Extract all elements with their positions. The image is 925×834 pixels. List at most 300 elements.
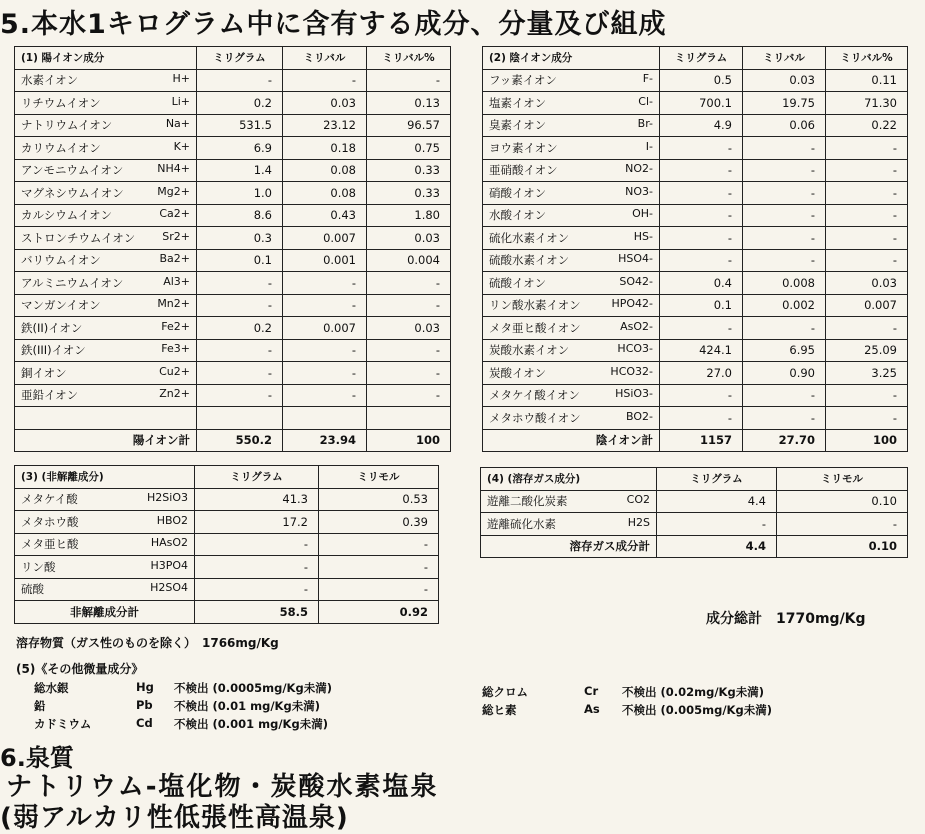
anion-name: 亜硝酸イオン bbox=[489, 163, 558, 178]
cation-mg: 0.3 bbox=[197, 227, 283, 250]
cation-pct: 0.13 bbox=[367, 92, 451, 115]
cation-pct: 96.57 bbox=[367, 114, 451, 137]
cation-pct: 0.75 bbox=[367, 137, 451, 160]
undissociated-total-label: 非解離成分計 bbox=[15, 601, 195, 624]
cation-pct: 0.33 bbox=[367, 159, 451, 182]
cation-mval: - bbox=[283, 294, 367, 317]
cation-mg: - bbox=[197, 272, 283, 295]
undissociated-name-cell bbox=[15, 511, 195, 534]
anion-header-label: (2) 陰イオン成分 bbox=[483, 47, 660, 70]
gas-header-mg: ミリグラム bbox=[657, 468, 777, 491]
cation-mg: - bbox=[197, 294, 283, 317]
cation-name-cell bbox=[15, 137, 197, 160]
anion-name: メタ亜ヒ酸イオン bbox=[489, 320, 581, 335]
anion-symbol: I- bbox=[645, 139, 653, 153]
anion-mg: 0.5 bbox=[660, 69, 743, 92]
gas-total-mg: 4.4 bbox=[657, 535, 777, 558]
undissociated-mg: - bbox=[195, 533, 319, 556]
anion-total-mval: 27.70 bbox=[743, 429, 826, 452]
cation-mg: 1.0 bbox=[197, 182, 283, 205]
gas-name-cell bbox=[481, 513, 657, 536]
anion-mg: - bbox=[660, 137, 743, 160]
trace-header: (5)《その他微量成分》 bbox=[16, 662, 144, 676]
cation-mval: - bbox=[283, 339, 367, 362]
anion-mval: - bbox=[743, 182, 826, 205]
anion-name-cell bbox=[483, 204, 660, 227]
cation-symbol: Fe3+ bbox=[161, 342, 190, 356]
anion-mval: 0.90 bbox=[743, 362, 826, 385]
quality-line-2: (弱アルカリ性低張性高温泉) bbox=[0, 803, 349, 833]
undissociated-total-mmol: 0.92 bbox=[319, 601, 439, 624]
undissociated-symbol: HBO2 bbox=[156, 513, 188, 527]
trace-left-value: 不検出 (0.0005mg/Kg未満) bbox=[174, 681, 332, 695]
anion-symbol: BO2- bbox=[626, 409, 653, 423]
undissociated-mmol: - bbox=[319, 533, 439, 556]
cation-name: カルシウムイオン bbox=[21, 208, 113, 223]
cation-mg: 531.5 bbox=[197, 114, 283, 137]
anion-name: 硫酸イオン bbox=[489, 275, 547, 290]
dissolved-substances: 溶存物質（ガス性のものを除く） 1766mg/Kg bbox=[16, 636, 279, 650]
cation-header-label: (1) 陽イオン成分 bbox=[15, 47, 197, 70]
anion-mg: - bbox=[660, 159, 743, 182]
cation-mg: - bbox=[197, 339, 283, 362]
cation-pct: 0.03 bbox=[367, 227, 451, 250]
undissociated-name-cell bbox=[15, 533, 195, 556]
gas-name: 遊離二酸化炭素 bbox=[487, 494, 568, 509]
anion-header-row bbox=[483, 47, 908, 70]
undissociated-name: 硫酸 bbox=[21, 582, 44, 597]
anion-name: 炭酸水素イオン bbox=[489, 343, 570, 358]
anion-name-cell bbox=[483, 159, 660, 182]
anion-total-mg: 1157 bbox=[660, 429, 743, 452]
cation-symbol: Li+ bbox=[171, 94, 190, 108]
cation-row bbox=[15, 407, 451, 430]
cation-mval: 0.007 bbox=[283, 227, 367, 250]
cation-name-cell bbox=[15, 272, 197, 295]
anion-name-cell bbox=[483, 249, 660, 272]
anion-total-row bbox=[483, 429, 908, 452]
anion-name-cell bbox=[483, 227, 660, 250]
undissociated-name-cell bbox=[15, 578, 195, 601]
anion-symbol: HCO3- bbox=[617, 342, 653, 356]
cation-mg: 8.6 bbox=[197, 204, 283, 227]
cation-row bbox=[15, 159, 451, 182]
cation-row bbox=[15, 69, 451, 92]
cation-row bbox=[15, 92, 451, 115]
anion-symbol: NO3- bbox=[625, 184, 653, 198]
cation-mval: 0.43 bbox=[283, 204, 367, 227]
cation-row bbox=[15, 137, 451, 160]
anion-symbol: HCO32- bbox=[610, 364, 653, 378]
anion-symbol: SO42- bbox=[619, 274, 653, 288]
cation-symbol: NH4+ bbox=[157, 162, 190, 176]
cation-mg: 0.2 bbox=[197, 317, 283, 340]
undissociated-header-label: (3) (非解離成分) bbox=[15, 466, 195, 489]
cation-row bbox=[15, 317, 451, 340]
cation-name-cell bbox=[15, 182, 197, 205]
gas-total-mmol: 0.10 bbox=[777, 535, 908, 558]
trace-left-name: 鉛 bbox=[34, 699, 46, 713]
anion-table bbox=[482, 46, 908, 452]
anion-symbol: HPO42- bbox=[611, 297, 653, 311]
anion-name: 硫化水素イオン bbox=[489, 230, 570, 245]
cation-name: マグネシウムイオン bbox=[21, 185, 124, 200]
gas-table bbox=[480, 467, 908, 558]
anion-row bbox=[483, 69, 908, 92]
trace-right-value: 不検出 (0.02mg/Kg未満) bbox=[622, 685, 764, 699]
undissociated-row bbox=[15, 488, 439, 511]
anion-name-cell bbox=[483, 407, 660, 430]
anion-header-pct: ミリバル% bbox=[826, 47, 908, 70]
cation-symbol: Zn2+ bbox=[159, 387, 190, 401]
anion-name-cell bbox=[483, 69, 660, 92]
cation-name-cell bbox=[15, 249, 197, 272]
cation-mg: 0.2 bbox=[197, 92, 283, 115]
anion-name: リン酸水素イオン bbox=[489, 298, 581, 313]
cation-mval: 23.12 bbox=[283, 114, 367, 137]
cation-total-label: 陽イオン計 bbox=[15, 429, 197, 452]
cation-symbol: Mg2+ bbox=[157, 184, 190, 198]
anion-mval: 6.95 bbox=[743, 339, 826, 362]
cation-mval: 0.18 bbox=[283, 137, 367, 160]
trace-right-name: 総クロム bbox=[482, 685, 528, 699]
anion-name: 塩素イオン bbox=[489, 95, 547, 110]
anion-name-cell bbox=[483, 137, 660, 160]
cation-name-cell bbox=[15, 69, 197, 92]
anion-mval: 0.06 bbox=[743, 114, 826, 137]
cation-mval: - bbox=[283, 384, 367, 407]
gas-mmol: - bbox=[777, 513, 908, 536]
anion-mg: - bbox=[660, 182, 743, 205]
anion-symbol: NO2- bbox=[625, 162, 653, 176]
undissociated-name-cell bbox=[15, 556, 195, 579]
cation-row bbox=[15, 204, 451, 227]
anion-mval: 19.75 bbox=[743, 92, 826, 115]
trace-right-symbol: Cr bbox=[584, 684, 599, 698]
cation-mval: - bbox=[283, 362, 367, 385]
grand-total: 成分総計 1770mg/Kg bbox=[706, 611, 866, 627]
anion-mval: 0.03 bbox=[743, 69, 826, 92]
gas-mg: 4.4 bbox=[657, 490, 777, 513]
quality-line-1: ナトリウム-塩化物・炭酸水素塩泉 bbox=[6, 772, 439, 802]
anion-row bbox=[483, 227, 908, 250]
gas-mg: - bbox=[657, 513, 777, 536]
anion-name: メタケイ酸イオン bbox=[489, 388, 580, 403]
anion-symbol: HS- bbox=[633, 229, 653, 243]
anion-mg: - bbox=[660, 227, 743, 250]
cation-symbol: Fe2+ bbox=[161, 319, 190, 333]
cation-name: リチウムイオン bbox=[21, 95, 101, 110]
anion-mg: - bbox=[660, 249, 743, 272]
undissociated-header-mmol: ミリモル bbox=[319, 466, 439, 489]
cation-header-pct: ミリバル% bbox=[367, 47, 451, 70]
cation-name-cell bbox=[15, 204, 197, 227]
cation-row bbox=[15, 384, 451, 407]
cation-row bbox=[15, 182, 451, 205]
cation-pct: 0.03 bbox=[367, 317, 451, 340]
anion-name-cell bbox=[483, 92, 660, 115]
anion-name: 水酸イオン bbox=[489, 208, 547, 223]
cation-mg: - bbox=[197, 362, 283, 385]
gas-mmol: 0.10 bbox=[777, 490, 908, 513]
cation-row bbox=[15, 294, 451, 317]
cation-row bbox=[15, 362, 451, 385]
quality-heading: 6.泉質 bbox=[0, 744, 74, 772]
anion-name: 硫酸水素イオン bbox=[489, 253, 570, 268]
cation-name: カリウムイオン bbox=[21, 140, 101, 155]
cation-pct: - bbox=[367, 294, 451, 317]
anion-row bbox=[483, 339, 908, 362]
cation-name: ナトリウムイオン bbox=[21, 118, 113, 133]
cation-name: 銅イオン bbox=[21, 365, 67, 380]
anion-row bbox=[483, 114, 908, 137]
anion-row bbox=[483, 317, 908, 340]
anion-row bbox=[483, 204, 908, 227]
cation-name-cell bbox=[15, 114, 197, 137]
anion-mval: - bbox=[743, 227, 826, 250]
anion-symbol: OH- bbox=[632, 207, 653, 221]
cation-mg: 1.4 bbox=[197, 159, 283, 182]
anion-mg: 700.1 bbox=[660, 92, 743, 115]
trace-left-symbol: Pb bbox=[136, 698, 153, 712]
undissociated-symbol: H3PO4 bbox=[150, 558, 188, 572]
anion-name-cell bbox=[483, 317, 660, 340]
anion-mg: 424.1 bbox=[660, 339, 743, 362]
anion-mval: 0.002 bbox=[743, 294, 826, 317]
gas-symbol: H2S bbox=[627, 515, 650, 529]
anion-name-cell bbox=[483, 384, 660, 407]
cation-name: アルミニウムイオン bbox=[21, 275, 124, 290]
undissociated-symbol: H2SiO3 bbox=[147, 491, 188, 505]
undissociated-symbol: HAsO2 bbox=[150, 536, 188, 550]
anion-pct: - bbox=[826, 204, 908, 227]
cation-symbol: Cu2+ bbox=[159, 364, 190, 378]
cation-symbol: Ba2+ bbox=[159, 252, 190, 266]
anion-pct: - bbox=[826, 159, 908, 182]
anion-pct: - bbox=[826, 317, 908, 340]
undissociated-row bbox=[15, 578, 439, 601]
cation-name: 亜鉛イオン bbox=[21, 388, 79, 403]
cation-name: マンガンイオン bbox=[21, 298, 101, 313]
cation-total-row bbox=[15, 429, 451, 452]
anion-total-pct: 100 bbox=[826, 429, 908, 452]
undissociated-mmol: 0.53 bbox=[319, 488, 439, 511]
cation-name: 水素イオン bbox=[21, 73, 79, 88]
trace-left-value: 不検出 (0.01 mg/Kg未満) bbox=[174, 699, 320, 713]
anion-symbol: HSO4- bbox=[618, 252, 653, 266]
cation-mg: 0.1 bbox=[197, 249, 283, 272]
anion-name: メタホウ酸イオン bbox=[489, 410, 581, 425]
anion-mg: 0.1 bbox=[660, 294, 743, 317]
anion-mval: - bbox=[743, 159, 826, 182]
cation-name-cell bbox=[15, 339, 197, 362]
trace-left-name: 総水銀 bbox=[34, 681, 69, 695]
anion-mg: - bbox=[660, 317, 743, 340]
anion-name-cell bbox=[483, 362, 660, 385]
cation-pct: - bbox=[367, 362, 451, 385]
anion-symbol: Br- bbox=[637, 117, 653, 131]
gas-header-row bbox=[481, 468, 908, 491]
cation-row bbox=[15, 339, 451, 362]
cation-pct: 0.33 bbox=[367, 182, 451, 205]
anion-mg: 4.9 bbox=[660, 114, 743, 137]
anion-row bbox=[483, 249, 908, 272]
cation-total-pct: 100 bbox=[367, 429, 451, 452]
anion-row bbox=[483, 92, 908, 115]
anion-mval: - bbox=[743, 384, 826, 407]
cation-header-mval: ミリバル bbox=[283, 47, 367, 70]
anion-name: 臭素イオン bbox=[489, 118, 547, 133]
cation-row bbox=[15, 249, 451, 272]
cation-name-cell bbox=[15, 159, 197, 182]
trace-right-value: 不検出 (0.005mg/Kg未満) bbox=[622, 703, 772, 717]
anion-name: 硝酸イオン bbox=[489, 185, 547, 200]
anion-name-cell bbox=[483, 182, 660, 205]
anion-mval: - bbox=[743, 317, 826, 340]
anion-row bbox=[483, 294, 908, 317]
anion-row bbox=[483, 182, 908, 205]
anion-row bbox=[483, 272, 908, 295]
undissociated-header-row bbox=[15, 466, 439, 489]
anion-pct: - bbox=[826, 182, 908, 205]
anion-name: 炭酸イオン bbox=[489, 365, 547, 380]
cation-name-cell bbox=[15, 384, 197, 407]
cation-mval: 0.03 bbox=[283, 92, 367, 115]
cation-total-mg: 550.2 bbox=[197, 429, 283, 452]
anion-row bbox=[483, 137, 908, 160]
cation-symbol: Ca2+ bbox=[159, 207, 190, 221]
anion-pct: - bbox=[826, 137, 908, 160]
anion-mval: - bbox=[743, 204, 826, 227]
undissociated-mg: 17.2 bbox=[195, 511, 319, 534]
cation-header-mg: ミリグラム bbox=[197, 47, 283, 70]
gas-row bbox=[481, 490, 908, 513]
cation-mval: 0.08 bbox=[283, 182, 367, 205]
anion-mg: - bbox=[660, 384, 743, 407]
cation-mg: 6.9 bbox=[197, 137, 283, 160]
undissociated-name: メタ亜ヒ酸 bbox=[21, 537, 79, 552]
anion-mg: - bbox=[660, 407, 743, 430]
undissociated-name: リン酸 bbox=[21, 559, 56, 574]
undissociated-mg: - bbox=[195, 556, 319, 579]
cation-symbol: Sr2+ bbox=[162, 229, 190, 243]
cation-mg: - bbox=[197, 69, 283, 92]
cation-pct bbox=[367, 407, 451, 430]
gas-total-label: 溶存ガス成分計 bbox=[481, 535, 657, 558]
anion-pct: 0.22 bbox=[826, 114, 908, 137]
anion-pct: - bbox=[826, 227, 908, 250]
cation-name: バリウムイオン bbox=[21, 253, 101, 268]
anion-pct: - bbox=[826, 407, 908, 430]
anion-pct: 0.007 bbox=[826, 294, 908, 317]
cation-name: 鉄(III)イオン bbox=[21, 343, 86, 358]
undissociated-row bbox=[15, 556, 439, 579]
undissociated-mmol: - bbox=[319, 556, 439, 579]
gas-name-cell bbox=[481, 490, 657, 513]
anion-symbol: Cl- bbox=[638, 94, 653, 108]
undissociated-row bbox=[15, 533, 439, 556]
cation-pct: - bbox=[367, 339, 451, 362]
cation-pct: - bbox=[367, 69, 451, 92]
gas-header-label: (4) (溶存ガス成分) bbox=[481, 468, 657, 491]
cation-mg bbox=[197, 407, 283, 430]
undissociated-mg: 41.3 bbox=[195, 488, 319, 511]
anion-pct: 3.25 bbox=[826, 362, 908, 385]
cation-name: ストロンチウムイオン bbox=[21, 230, 136, 245]
cation-name: アンモニウムイオン bbox=[21, 163, 124, 178]
anion-row bbox=[483, 159, 908, 182]
cation-pct: 0.004 bbox=[367, 249, 451, 272]
cation-name-cell bbox=[15, 92, 197, 115]
undissociated-name-cell bbox=[15, 488, 195, 511]
cation-mg: - bbox=[197, 384, 283, 407]
anion-pct: - bbox=[826, 384, 908, 407]
cation-name-cell bbox=[15, 294, 197, 317]
cation-mval bbox=[283, 407, 367, 430]
cation-row bbox=[15, 227, 451, 250]
cation-name-cell bbox=[15, 317, 197, 340]
cation-mval: 0.007 bbox=[283, 317, 367, 340]
anion-row bbox=[483, 362, 908, 385]
anion-pct: 25.09 bbox=[826, 339, 908, 362]
undissociated-mg: - bbox=[195, 578, 319, 601]
anion-mval: - bbox=[743, 407, 826, 430]
undissociated-header-mg: ミリグラム bbox=[195, 466, 319, 489]
trace-left-symbol: Hg bbox=[136, 680, 154, 694]
anion-mval: 0.008 bbox=[743, 272, 826, 295]
cation-table bbox=[14, 46, 451, 452]
gas-row bbox=[481, 513, 908, 536]
anion-name-cell bbox=[483, 339, 660, 362]
trace-left-symbol: Cd bbox=[136, 716, 153, 730]
anion-pct: 0.11 bbox=[826, 69, 908, 92]
cation-mval: 0.08 bbox=[283, 159, 367, 182]
anion-total-label: 陰イオン計 bbox=[483, 429, 660, 452]
cation-symbol: K+ bbox=[173, 139, 190, 153]
cation-symbol: Mn2+ bbox=[157, 297, 190, 311]
cation-row bbox=[15, 114, 451, 137]
trace-left-name: カドミウム bbox=[34, 717, 92, 731]
cation-symbol: Al3+ bbox=[163, 274, 190, 288]
anion-header-mg: ミリグラム bbox=[660, 47, 743, 70]
cation-pct: - bbox=[367, 384, 451, 407]
anion-name-cell bbox=[483, 272, 660, 295]
anion-name-cell bbox=[483, 114, 660, 137]
anion-mg: 0.4 bbox=[660, 272, 743, 295]
anion-mval: - bbox=[743, 137, 826, 160]
cation-header-row bbox=[15, 47, 451, 70]
cation-pct: 1.80 bbox=[367, 204, 451, 227]
anion-mval: - bbox=[743, 249, 826, 272]
cation-mval: - bbox=[283, 272, 367, 295]
trace-left-value: 不検出 (0.001 mg/Kg未満) bbox=[174, 717, 328, 731]
cation-mval: 0.001 bbox=[283, 249, 367, 272]
page-title: 5.本水1キログラム中に含有する成分、分量及び組成 bbox=[0, 9, 667, 40]
undissociated-total-mg: 58.5 bbox=[195, 601, 319, 624]
cation-symbol: Na+ bbox=[165, 117, 190, 131]
trace-right-name: 総ヒ素 bbox=[482, 703, 517, 717]
anion-pct: - bbox=[826, 249, 908, 272]
gas-total-row bbox=[481, 535, 908, 558]
anion-pct: 71.30 bbox=[826, 92, 908, 115]
undissociated-table bbox=[14, 465, 439, 624]
undissociated-total-row bbox=[15, 601, 439, 624]
cation-symbol: H+ bbox=[172, 72, 190, 86]
gas-header-mmol: ミリモル bbox=[777, 468, 908, 491]
anion-name: ヨウ素イオン bbox=[489, 140, 558, 155]
undissociated-name: メタホウ酸 bbox=[21, 514, 79, 529]
cation-total-mval: 23.94 bbox=[283, 429, 367, 452]
